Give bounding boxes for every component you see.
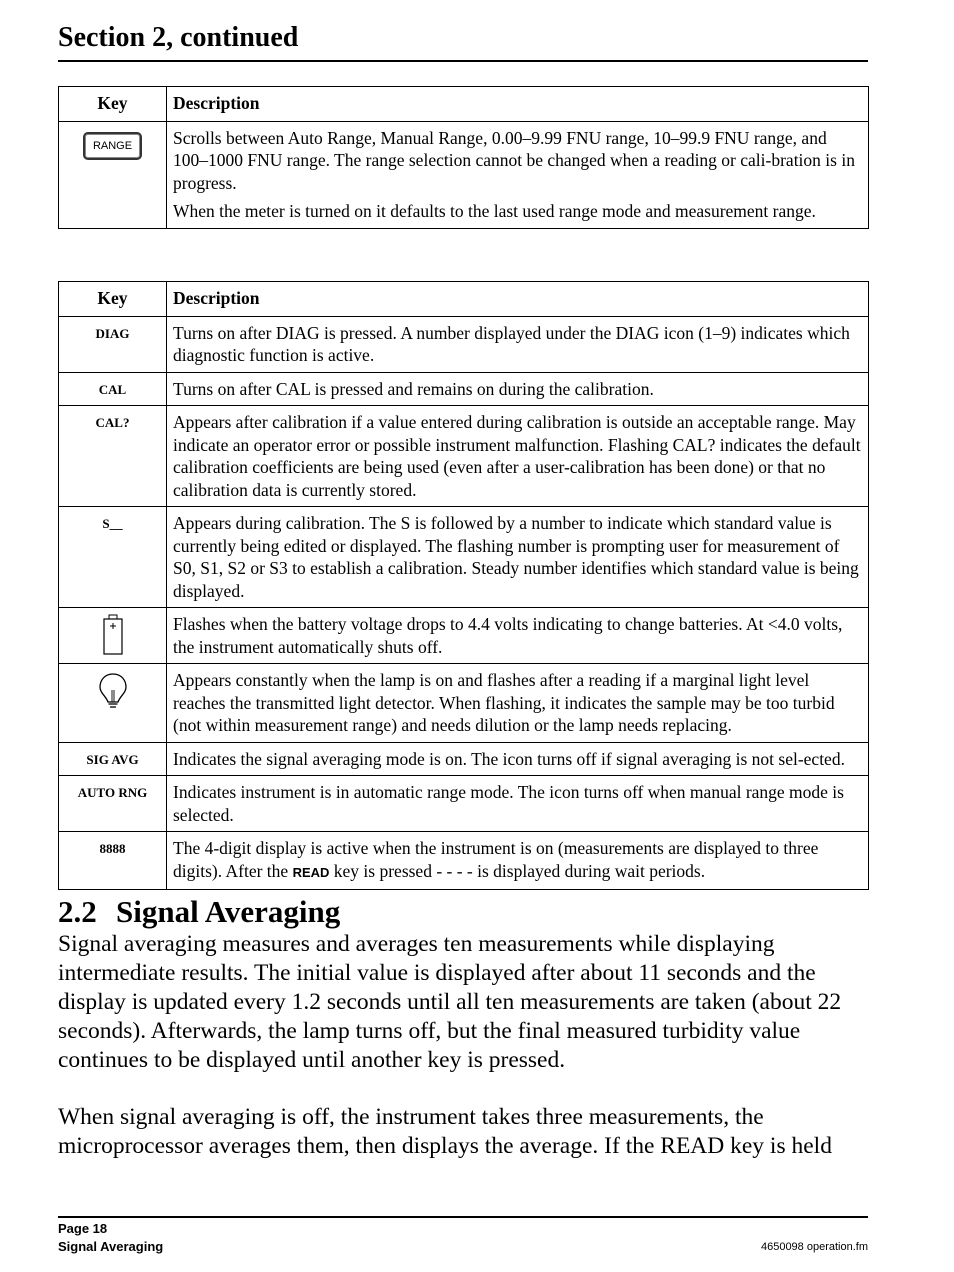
table-row (59, 406, 869, 507)
table-row (59, 608, 869, 664)
body-paragraph: Signal averaging measures and averages ten measurements while displaying intermediate results. The initial value is displayed after about 11 seconds and the display is updated every 1.2 seconds until all ten measurements are taken (about 22 seconds). Afterwards, the lamp turns off, but the final measured turbidity value continues to be displayed until another key is pressed. (58, 931, 842, 1073)
description-cell: Appears after calibration if a value entered during calibration is outside an acceptable range. May indicate an operator error or possible instrument malfunction. Flashing CAL? indicates the default calibration coefficients are being used (even after a user-calibration has been done) or that no calibration data is currently stored. (167, 406, 869, 507)
table-row (59, 742, 869, 776)
key-cell: CAL? (59, 406, 167, 507)
section-header-title: Section 2, continued (58, 22, 299, 53)
key-cell: CAL (59, 372, 167, 406)
range-key-table (58, 86, 869, 229)
key-cell: DIAG (59, 316, 167, 372)
section-title: Signal Averaging (116, 894, 341, 929)
description-cell: Turns on after CAL is pressed and remains on during the calibration. (167, 372, 869, 406)
table-row (59, 507, 869, 608)
description-cell: Indicates the signal averaging mode is on. The icon turns off if signal averaging is not sel-ected. (167, 742, 869, 776)
description-text: Scrolls between Auto Range, Manual Range, 0.00–9.99 FNU range, 10–99.9 FNU range, and 100–1000 FNU range. The range selection cannot be changed when a reading or cali-bration is in progress. (173, 127, 855, 193)
display-icons-table (58, 281, 869, 890)
footer-page-info (58, 1220, 163, 1256)
table-row (59, 832, 869, 890)
description-cell: Flashes when the battery voltage drops to 4.4 volts indicating to change batteries. At <4.0 volts, the instrument automatically shuts off. (167, 608, 869, 664)
description-cell: Indicates instrument is in automatic range mode. The icon turns off when manual range mode is selected. (167, 776, 869, 832)
footer-section-name: Signal Averaging (58, 1239, 164, 1254)
key-cell: 8888 (59, 832, 167, 890)
key-cell (59, 664, 167, 743)
body-paragraph: When signal averaging is off, the instrument takes three measurements, the microprocessor averages them, then displays the average. If the READ key is held (58, 1104, 832, 1159)
footer-filename: 4650098 operation.fm (760, 1241, 868, 1253)
description-cell (167, 121, 869, 228)
footer-rule (58, 1216, 868, 1218)
page-number: Page 18 (58, 1221, 108, 1236)
range-key-icon: RANGE (83, 132, 142, 160)
section-number: 2.2 (58, 894, 97, 929)
lamp-bulb-icon (98, 672, 128, 712)
description-text: When the meter is turned on it defaults to the last used range mode and measurement range. (173, 201, 816, 221)
column-header-key: Key (59, 282, 167, 317)
description-cell: Appears during calibration. The S is followed by a number to indicate which standard value is currently being edited or displayed. The flashing number is prompting user for measurement of S0, S1, S2 or S3 to establish a calibration. Steady number identifies which standard value is being displayed. (167, 507, 869, 608)
description-cell: Turns on after DIAG is pressed. A number displayed under the DIAG icon (1–9) indicates which diagnostic function is active. (167, 316, 869, 372)
key-cell: S__ (59, 507, 167, 608)
description-cell (167, 832, 869, 890)
read-key-label: READ (292, 864, 330, 880)
table-row (59, 121, 869, 228)
table-row (59, 372, 869, 406)
table-row (59, 776, 869, 832)
description-text: The 4-digit display is active when the instrument is on (measurements are displayed to three digits). After the (173, 838, 819, 881)
table-header-row (59, 87, 869, 122)
key-cell (59, 608, 167, 664)
key-cell (59, 121, 167, 228)
key-cell: AUTO RNG (59, 776, 167, 832)
table-row (59, 664, 869, 743)
description-cell: Appears constantly when the lamp is on and flashes after a reading if a marginal light level reaches the transmitted light detector. When flashing, it indicates the sample may be too turbid (not within measurement range) and needs dilution or the lamp needs replacing. (167, 664, 869, 743)
battery-icon (102, 614, 124, 656)
column-header-description: Description (167, 87, 869, 122)
column-header-description: Description (167, 282, 869, 317)
description-text: key is pressed - - - - is displayed during wait periods. (333, 860, 706, 881)
key-cell: SIG AVG (59, 742, 167, 776)
header-rule (58, 60, 868, 62)
column-header-key: Key (59, 87, 167, 122)
table-header-row (59, 282, 869, 317)
table-row (59, 316, 869, 372)
section-heading (58, 892, 340, 932)
